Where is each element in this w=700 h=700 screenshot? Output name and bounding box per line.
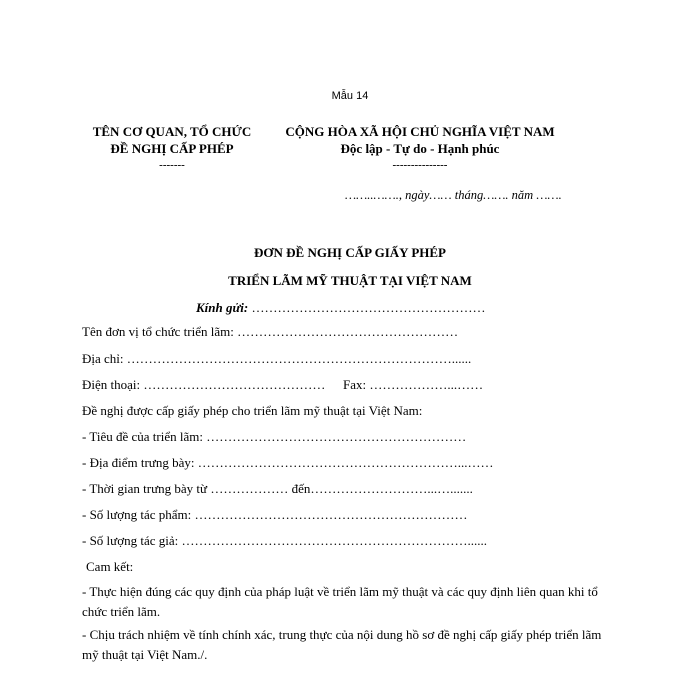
org-name-field: Tên đơn vị tổ chức triển lãm: …………………………………………… — [82, 324, 459, 339]
recipient-dots: ……………………………………………… — [248, 300, 486, 315]
issuer-header — [72, 123, 272, 174]
issuer-line1: TÊN CƠ QUAN, TỔ CHỨC — [92, 124, 252, 139]
issuer-line2: ĐỀ NGHỊ CẤP PHÉP — [110, 141, 234, 156]
request-statement: Đề nghị được cấp giấy phép cho triển lãm mỹ thuật tại Việt Nam: — [82, 403, 423, 418]
document-title-line2: TRIỂN LÃM MỸ THUẬT TẠI VIỆT NAM — [228, 273, 472, 288]
national-motto: Độc lập - Tự do - Hạnh phúc — [340, 141, 500, 156]
form-code: Mẫu 14 — [331, 90, 369, 102]
date-line: ……..……., ngày…… tháng……. năm ……. — [345, 188, 562, 202]
artwork-count-field: - Số lượng tác phẩm: ……………………………………………………… — [82, 507, 468, 522]
artist-count-field: - Số lượng tác giả: …………………………………………………………...... — [82, 533, 487, 548]
national-header — [270, 123, 570, 174]
address-field: Địa chỉ: …………………………………………………………………...... — [82, 351, 472, 366]
issuer-separator: ------- — [159, 159, 185, 171]
national-name: CỘNG HÒA XÃ HỘI CHỦ NGHĨA VIỆT NAM — [285, 124, 555, 139]
exhibition-title-field: - Tiêu đề của triển lãm: …………………………………………………… — [82, 429, 467, 444]
national-separator: --------------- — [392, 159, 448, 171]
commitment-item-2: - Chịu trách nhiệm về tính chính xác, trung thực của nội dung hồ sơ đề nghị cấp giấy phép triển lãm mỹ thuật tại Việt Nam./. — [82, 627, 602, 662]
commitment-heading: Cam kết: — [86, 559, 134, 574]
time-field: - Thời gian trưng bày từ ……………… đến………………………...…....... — [82, 481, 473, 496]
venue-field: - Địa điểm trưng bày: ……………………………………………………...…… — [82, 455, 494, 470]
commitment-item-1: - Thực hiện đúng các quy định của pháp luật về triển lãm mỹ thuật và các quy định liên quan khi tổ chức triển lãm. — [82, 584, 598, 619]
document-title-line1: ĐƠN ĐỀ NGHỊ CẤP GIẤY PHÉP — [254, 245, 446, 260]
recipient-label: Kính gửi: — [196, 300, 249, 315]
recipient-line — [196, 300, 485, 316]
fax-field: Fax: ………………...…… — [343, 377, 484, 392]
phone-field: Điện thoại: …………………………………… — [82, 377, 326, 392]
